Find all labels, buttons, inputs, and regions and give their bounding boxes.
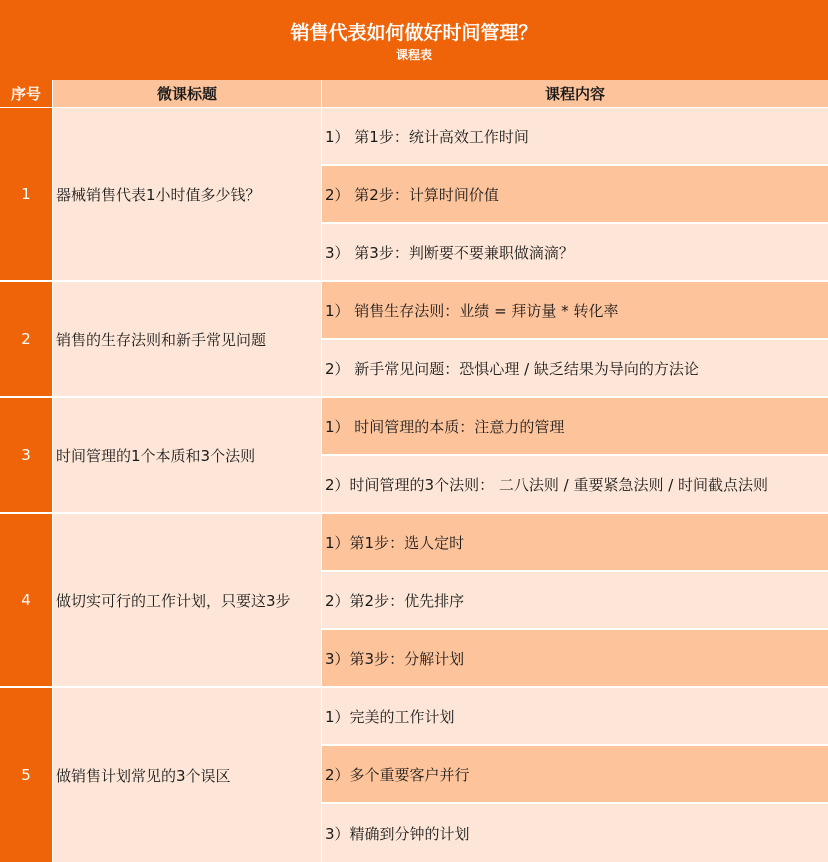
lesson-title: 做切实可行的工作计划，只要这3步: [53, 514, 321, 686]
lesson-number: 3: [0, 398, 52, 512]
lesson-item: 1）第1步：选人定时: [322, 514, 828, 570]
lesson-item: 3） 第3步：判断要不要兼职做滴滴？: [322, 224, 828, 280]
lesson-number: 1: [0, 108, 52, 280]
lesson-title: 做销售计划常见的3个误区: [53, 688, 321, 862]
column-header-title: 微课标题: [53, 80, 321, 107]
column-header-no: 序号: [0, 80, 52, 107]
lesson-item: 2）第2步：优先排序: [322, 572, 828, 628]
lesson-item: 2）多个重要客户并行: [322, 746, 828, 802]
lesson-number: 4: [0, 514, 52, 686]
lesson-item: 1）完美的工作计划: [322, 688, 828, 744]
lesson-item: 3）精确到分钟的计划: [322, 804, 828, 862]
lesson-item: 2）时间管理的3个法则： 二八法则 / 重要紧急法则 / 时间截点法则: [322, 456, 828, 512]
page-title: 销售代表如何做好时间管理？: [290, 22, 538, 44]
column-header-content: 课程内容: [322, 80, 828, 107]
lesson-item: 2） 新手常见问题：恐惧心理 / 缺乏结果为导向的方法论: [322, 340, 828, 396]
lesson-item: 1） 销售生存法则：业绩 = 拜访量 * 转化率: [322, 282, 828, 338]
lesson-item: 1） 第1步：统计高效工作时间: [322, 108, 828, 164]
header-banner: [0, 0, 828, 80]
lesson-item: 1） 时间管理的本质：注意力的管理: [322, 398, 828, 454]
lesson-title: 器械销售代表1小时值多少钱？: [53, 108, 321, 280]
page-subtitle: 课程表: [395, 48, 432, 62]
lesson-title: 时间管理的1个本质和3个法则: [53, 398, 321, 512]
lesson-title: 销售的生存法则和新手常见问题: [53, 282, 321, 396]
lesson-number: 2: [0, 282, 52, 396]
lesson-item: 2） 第2步：计算时间价值: [322, 166, 828, 222]
lesson-number: 5: [0, 688, 52, 862]
lesson-item: 3）第3步：分解计划: [322, 630, 828, 686]
